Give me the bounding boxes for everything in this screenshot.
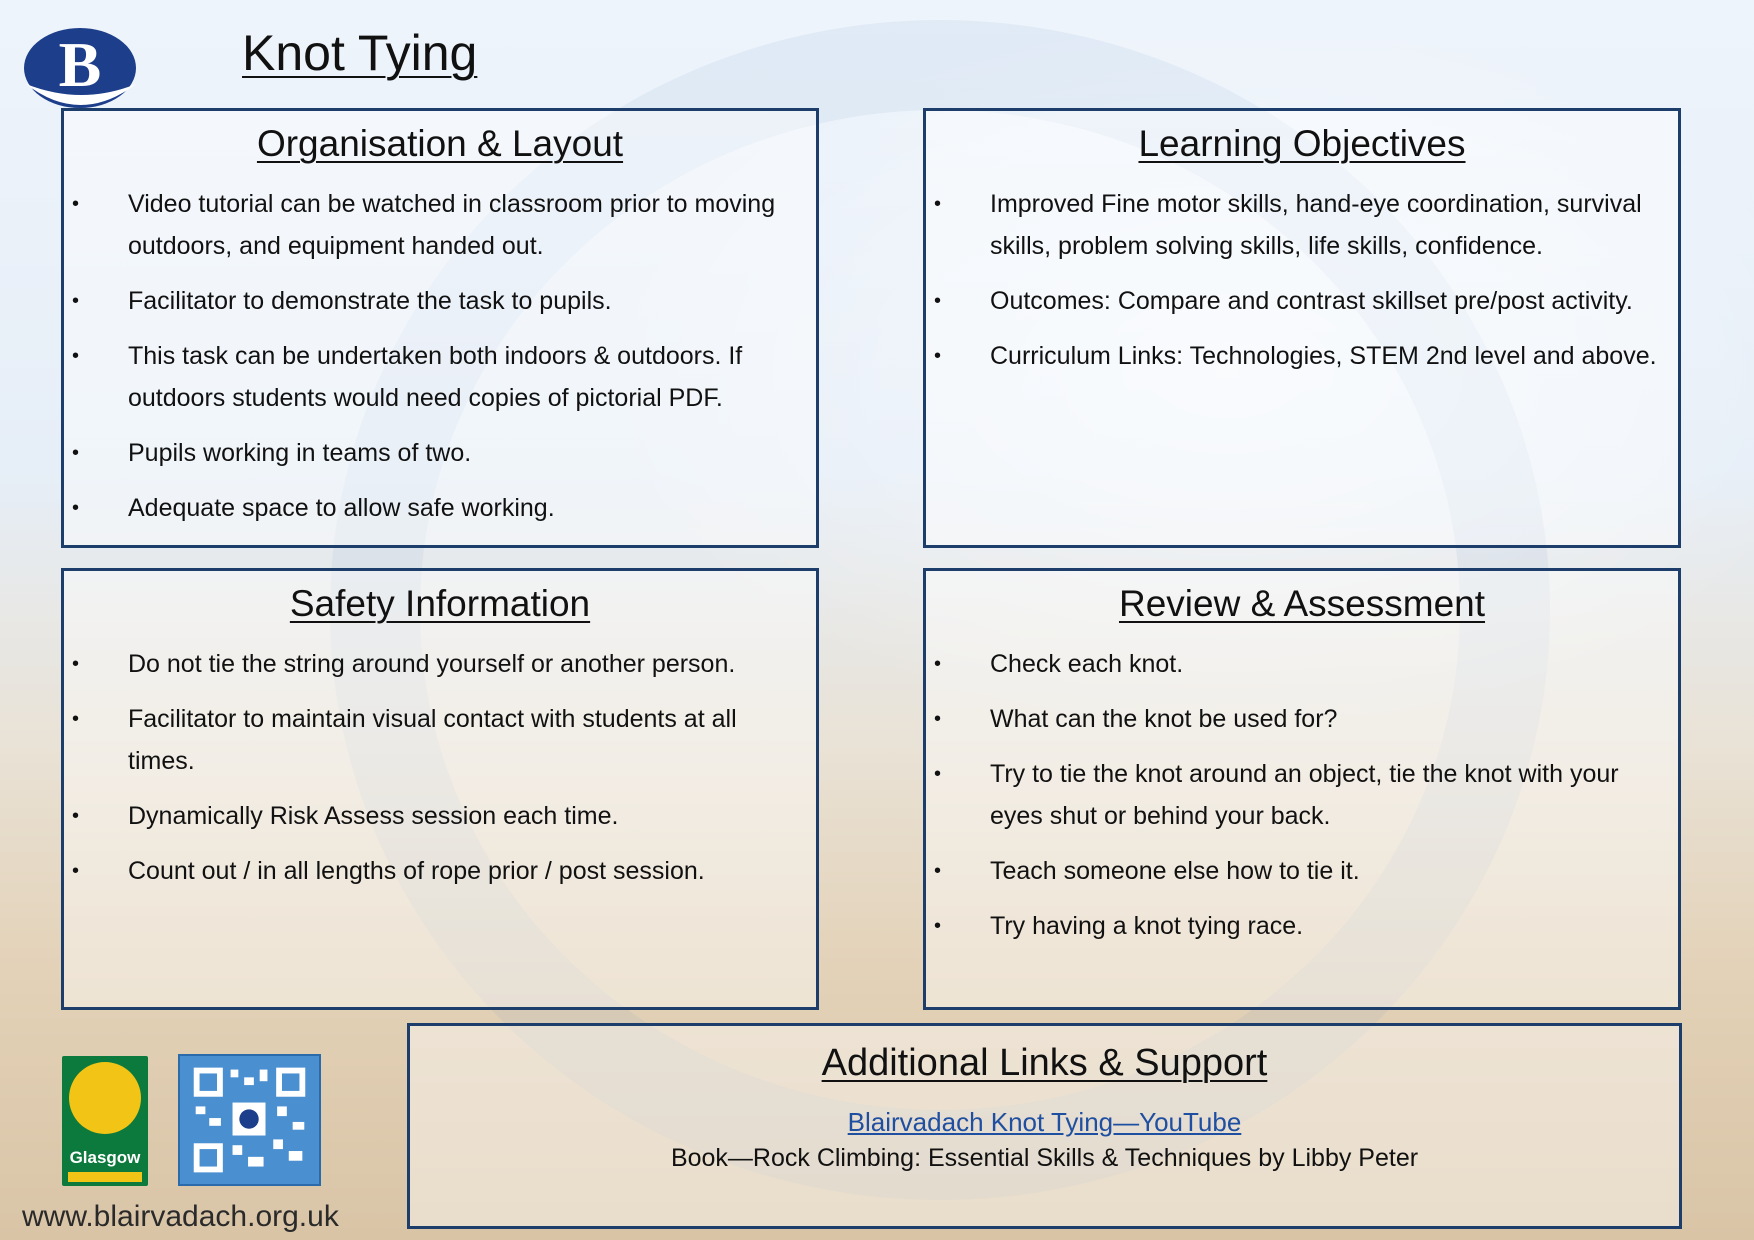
- list-item-text: Facilitator to maintain visual contact with students at all times.: [128, 705, 737, 775]
- list-item-text: Check each knot.: [990, 650, 1184, 678]
- list-item: [64, 335, 798, 419]
- panel-title: Additional Links & Support: [821, 1042, 1268, 1084]
- list-item-text: Facilitator to demonstrate the task to pupils.: [128, 287, 612, 315]
- list-item-text: Curriculum Links: Technologies, STEM 2nd level and above.: [990, 342, 1657, 370]
- bullet-icon: •: [72, 345, 80, 367]
- list-item-text: Improved Fine motor skills, hand-eye coordination, survival skills, problem solving skills, life skills, confidence.: [990, 190, 1642, 260]
- list-item-text: This task can be undertaken both indoors & outdoors. If outdoors students would need copies of pictorial PDF.: [128, 342, 743, 412]
- list-item: [926, 183, 1660, 267]
- bullet-icon: •: [72, 193, 80, 215]
- bullet-icon: •: [934, 653, 942, 675]
- panel-title: Review & Assessment: [1118, 583, 1486, 624]
- svg-text:B: B: [58, 29, 102, 100]
- bullet-icon: •: [72, 860, 80, 882]
- list-item: [926, 643, 1660, 685]
- list-item: [926, 280, 1660, 322]
- bullet-icon: •: [934, 708, 942, 730]
- bullet-icon: •: [934, 193, 942, 215]
- list-item: [64, 487, 798, 529]
- bullet-icon: •: [72, 442, 80, 464]
- organisation-list: [64, 183, 816, 529]
- additional-links-panel: [407, 1023, 1682, 1229]
- list-item-text: Do not tie the string around yourself or another person.: [128, 650, 736, 678]
- page-title: Knot Tying: [242, 25, 478, 81]
- council-sub-bar: [68, 1172, 142, 1182]
- panel-title: Learning Objectives: [1138, 123, 1466, 164]
- bullet-icon: •: [72, 653, 80, 675]
- list-item: [926, 698, 1660, 740]
- safety-information-panel: [61, 568, 819, 1010]
- learning-list: [926, 183, 1678, 377]
- list-item: [64, 698, 798, 782]
- list-item: [64, 795, 798, 837]
- book-reference: Book—Rock Climbing: Essential Skills & Techniques by Libby Peter: [670, 1144, 1419, 1172]
- learning-objectives-panel: [923, 108, 1681, 548]
- list-item: [926, 850, 1660, 892]
- list-item-text: Try to tie the knot around an object, tie the knot with your eyes shut or behind your back.: [990, 760, 1619, 830]
- list-item-text: Teach someone else how to tie it.: [990, 857, 1360, 885]
- list-item: [926, 905, 1660, 947]
- council-crest-icon: [69, 1062, 141, 1134]
- safety-list: [64, 643, 816, 892]
- bullet-icon: •: [934, 345, 942, 367]
- list-item-text: What can the knot be used for?: [990, 705, 1338, 733]
- bullet-icon: •: [72, 290, 80, 312]
- organisation-layout-panel: [61, 108, 819, 548]
- list-item-text: Adequate space to allow safe working.: [128, 494, 555, 522]
- qr-code-icon[interactable]: [178, 1054, 321, 1186]
- list-item: [926, 753, 1660, 837]
- list-item-text: Count out / in all lengths of rope prior / post session.: [128, 857, 705, 885]
- bullet-icon: •: [934, 290, 942, 312]
- list-item: [64, 183, 798, 267]
- list-item: [64, 643, 798, 685]
- bullet-icon: •: [934, 915, 942, 937]
- list-item: [926, 335, 1660, 377]
- review-assessment-panel: [923, 568, 1681, 1010]
- list-item-text: Dynamically Risk Assess session each time.: [128, 802, 619, 830]
- list-item-text: Outcomes: Compare and contrast skillset pre/post activity.: [990, 287, 1633, 315]
- bullet-icon: •: [934, 860, 942, 882]
- list-item: [64, 850, 798, 892]
- panel-title: Organisation & Layout: [256, 123, 624, 164]
- bullet-icon: •: [934, 763, 942, 785]
- list-item-text: Try having a knot tying race.: [990, 912, 1304, 940]
- bullet-icon: •: [72, 805, 80, 827]
- bullet-icon: •: [72, 497, 80, 519]
- youtube-link[interactable]: Blairvadach Knot Tying—YouTube: [847, 1107, 1242, 1137]
- list-item: [64, 432, 798, 474]
- council-name: Glasgow: [69, 1148, 141, 1167]
- list-item: [64, 280, 798, 322]
- list-item-text: Video tutorial can be watched in classroom prior to moving outdoors, and equipment handed out.: [128, 190, 776, 260]
- website-url[interactable]: www.blairvadach.org.uk: [22, 1200, 339, 1233]
- blairvadach-logo-icon: [22, 26, 140, 114]
- glasgow-city-council-logo: [62, 1056, 148, 1186]
- review-list: [926, 643, 1678, 947]
- list-item-text: Pupils working in teams of two.: [128, 439, 472, 467]
- bullet-icon: •: [72, 708, 80, 730]
- panel-title: Safety Information: [289, 583, 591, 624]
